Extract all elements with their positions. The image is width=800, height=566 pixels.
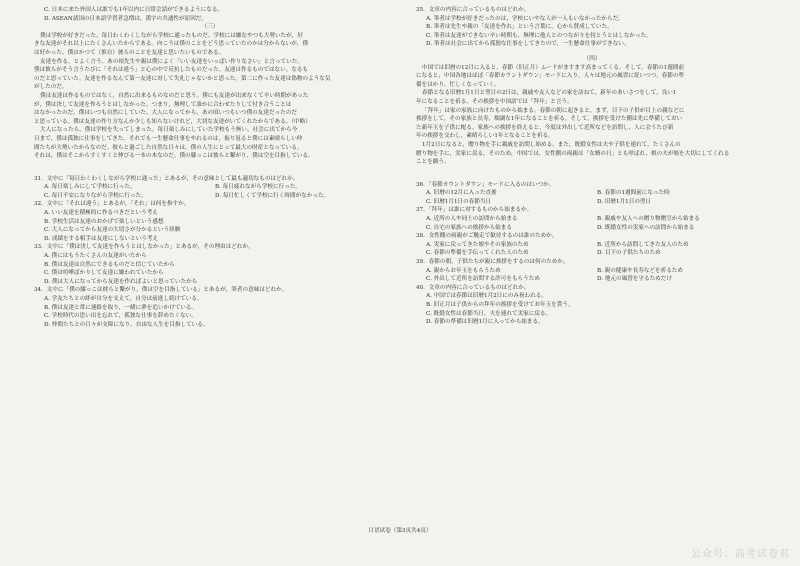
question-35 bbox=[416, 6, 768, 49]
option-c[interactable]: C. 大人になってから友達の大切さが分かるという経験 bbox=[44, 227, 181, 234]
passage-line: ことを願う。 bbox=[416, 159, 450, 166]
question-40 bbox=[416, 284, 768, 327]
passage-line: 備をはかり，忙しくなっていく。 bbox=[416, 81, 500, 88]
option-b[interactable]: B. 親の健康や長寿などを祈るため bbox=[597, 267, 683, 274]
option-a[interactable]: A. 旧暦の12月に入った直後 bbox=[426, 190, 497, 197]
passage bbox=[34, 32, 386, 161]
passage-line: それは，僕はそこからすくすくと伸びる一本の木なのだ。僕の膝っこは彼らと繋がり，僕は空を目指している。 bbox=[34, 153, 314, 160]
option-a[interactable]: A. 毎日楽しみにして学校に行った。 bbox=[44, 184, 136, 191]
passage-line: が，僕は決して友達を作ろうとはしなかった。つまり，無理して誰かに合わせたりして付き合うことは bbox=[34, 101, 292, 108]
option-d[interactable]: D. 仲間たちとの日々が支障になり，自由な人生を目指している。 bbox=[44, 321, 209, 328]
option-a[interactable]: A. 僕にはもうたくさんの友達がいたから bbox=[44, 253, 147, 260]
question-stem: 34．文中に「僕の膝っこは彼らと繋がり，僕は空を目指している」とあるが，筆者の意味はどれか。 bbox=[34, 287, 288, 294]
option-b[interactable]: B. 旧正月は子供からの拜年の挨拶を受けてお年玉を貰う。 bbox=[426, 302, 574, 308]
question-stem: 37．「拜年」は誰に対するものから始まるか。 bbox=[416, 207, 533, 214]
question-stem: 31．文中に「毎日わくわくしながら学校に通った」とあるが，その意味として最も適切なものはどれか。 bbox=[34, 175, 299, 182]
question-stem: 40．文章の内容に合っているものはどれか。 bbox=[416, 284, 530, 291]
passage-line: 1月2日になると，贈り物を手に親戚を訪問し始める。また，既婚女性は夫や子供を連れて，たくさんの bbox=[422, 141, 681, 148]
option-b[interactable]: B. 僕は友達と常に連絡を取り，一緒に夢を追いかけている。 bbox=[44, 304, 198, 311]
question-stem: 38．女性側の両親がご馳走で歓待するのは誰のためか。 bbox=[416, 233, 558, 240]
passage-line: 僕は学校が好きだった。毎日わくわくしながら学校に通ったものだ。学校には嫌なやつも大勢いたが，好 bbox=[40, 32, 303, 39]
question-36 bbox=[416, 181, 768, 207]
option-b[interactable]: B. 春節の1週間前になった時 bbox=[597, 190, 670, 197]
passage-line: 間たちが大勢いたからなのだ。彼らと過ごした自然な日々は，僕の人生にとって最大の財産となっている。 bbox=[34, 144, 303, 151]
passage-line: と思っている。僕は友達の作り方なんか少しも知らないけれど，大切な友達がいてくれたからである。（中略） bbox=[34, 118, 311, 125]
passage-line: になると，中国各地はほぼ「春節カウントダウン」モードに入り，人々は地元の風習に従いつつ，春節の準 bbox=[416, 73, 685, 80]
option-a[interactable]: A. いい友達を積極的に作るべきだという考え bbox=[44, 210, 158, 217]
option-a[interactable]: A. 実家に戻ってきた娘やその家族のため bbox=[426, 241, 529, 248]
passage-line: 贈り物を手に，実家に戻る。そのため，中国では，女性側の両親は「女婿の日」とも呼ばれ，娘の夫が娘を大切にしてくれる bbox=[416, 150, 730, 157]
option-c[interactable]: C. 自宅の家族への挨拶から始まる bbox=[426, 224, 512, 231]
option-d[interactable]: D. 目下の子供たちのため bbox=[597, 250, 661, 257]
passage-line: 僕は彼らがそう言うたびに「それは違う」と心の中で反抗したものだった。友達は作るものではない。なるも bbox=[34, 67, 309, 74]
option-b[interactable]: B. 学校生活は友達のおかげで楽しいという感想 bbox=[44, 218, 164, 225]
passage-line: 大人になったら，僕は学校を失ってしまった。毎日楽しみにしていた学校もう無い。社会に出てから今 bbox=[40, 127, 298, 134]
question-37 bbox=[416, 206, 768, 232]
passage-line: は好かった。僕はかつて（推自）彼らのことを友達と思いたいものである。 bbox=[34, 49, 225, 56]
question-stem: 33．文中に「僕は決して友達を作ろうとはしなかった」とあるが，その理由はどれか。 bbox=[34, 244, 254, 251]
option-a[interactable]: A. 親からお年玉をもらうため bbox=[426, 267, 501, 274]
passage-line: 年の挨拶を交わし，素晴らしい1年となることを祈る。 bbox=[416, 133, 554, 140]
option-d[interactable]: D. 毎日忙しくて学校に行く時間がなかった。 bbox=[215, 192, 330, 199]
option-c[interactable]: C. 旧暦1月1日の春節当日 bbox=[426, 198, 492, 205]
option-b[interactable]: B. 毎日疲れながら学校に行った。 bbox=[215, 184, 301, 191]
passage-line: 年になることを祈る。その挨拶を中国語では「拜年」と言う。 bbox=[416, 98, 573, 105]
option-d[interactable]: D. 僕は大人になってから友達を作ればよいと思っていたから bbox=[44, 278, 198, 285]
question-stem: 39．春節の朝，子供たちが親に挨拶をするのは何のためか。 bbox=[416, 259, 569, 266]
option-c[interactable]: C. 春節の準備を手伝ってくれた人のため bbox=[426, 250, 529, 257]
option-c[interactable]: C. 既婚女性は春節当日，夫を連れて実家に戻る。 bbox=[426, 310, 552, 317]
passage-line: 中国では旧暦の12月に入ると，春節（旧正月）ムードがますます高まってくる。そして，春節の1週間前 bbox=[422, 64, 685, 71]
option-b[interactable]: B. 親戚や友人への贈り物贈呈から始まる bbox=[597, 216, 700, 223]
question-stem: 36．「春節カウントダウン」モードに入るのはいつか。 bbox=[416, 181, 555, 188]
option: D. ASEAN諸国の日本語学習者急増は，漢字の共通性が原因だ。 bbox=[44, 15, 207, 22]
option-b[interactable]: B. 近所から訪問してきた友人のため bbox=[597, 241, 689, 248]
option-a[interactable]: A. 近所の人や同士の訪問から始まる bbox=[426, 216, 518, 223]
option-a[interactable]: A. 中国では春節は旧暦1月2日にのみ祝われる。 bbox=[426, 293, 547, 300]
option-b[interactable]: B. 筆者は先生や親の「友達を作れ」という言葉に，心から賛成していた。 bbox=[426, 24, 613, 31]
question-stem: 35．文章の内容に合っているものはどれか。 bbox=[416, 7, 530, 13]
option-c[interactable]: C. 毎日不安になりながら学校に行った。 bbox=[44, 192, 147, 199]
passage-line: 「拜年」は家の家族に向けたものから始まる。春節の朝に起きると，まず，目下の子供が目上の親などに bbox=[422, 107, 685, 114]
option-c[interactable]: C. 学校時代の思い出を忘れて，孤独な仕事を辞めたくない。 bbox=[44, 313, 197, 320]
question-38 bbox=[416, 232, 768, 258]
left-column bbox=[34, 6, 386, 329]
question-stem: 32．文中に「それは違う」とあるが，「それ」は何を指すか。 bbox=[34, 201, 190, 208]
passage-line: 友達を作る，とよく言う。あの頃先生や親は僕によく「いい友達をいっぱい作りなさい」と言っていた。 bbox=[40, 58, 303, 65]
section-heading: （四） bbox=[583, 55, 601, 62]
page-footer: 日语试卷（第3页共4页） bbox=[368, 528, 432, 534]
passage-line: きな友達がそれ以上にたくさんいたからである。向こうは僕のことをどう思っていたのかは分からないが，僕 bbox=[34, 41, 309, 48]
option-b[interactable]: B. 僕は友達は自然にできるものだと信じていたから bbox=[44, 261, 175, 268]
question-32 bbox=[34, 200, 386, 243]
question-31 bbox=[34, 175, 386, 201]
section-heading: （三） bbox=[201, 24, 219, 31]
option-c[interactable]: C. 筆者は友達ができない辛い時期も，無理に他人とのつながりを持とうとはしなかった。 bbox=[426, 32, 652, 39]
option-d[interactable]: D. 春節の準備は旧暦1月に入ってから始まる。 bbox=[426, 319, 544, 326]
passage-line: た新年玉を子供に配る。家族への挨拶を終えると，今度は外出して近所などを訪問し，人に会うたび新 bbox=[416, 124, 674, 131]
passage bbox=[416, 64, 768, 167]
passage-line: がしたのだ。 bbox=[34, 84, 68, 91]
passage-line: はなかったのだ。僕はいつも自然にしていた。大人になってから，あの頃いつもいつ僕の友達だったのだ bbox=[34, 110, 297, 117]
option-a[interactable]: A. 筆者は学校が好きだったのは，学校にいやな人が一人もいなかったからだ。 bbox=[426, 15, 624, 22]
question-34 bbox=[34, 286, 386, 329]
question-39 bbox=[416, 258, 768, 284]
watermark: 公众号：高考试卷君 bbox=[691, 549, 790, 560]
option-a[interactable]: A. 学友たちとの絆が自分を支えて，自分は前進し続けている。 bbox=[44, 296, 203, 302]
passage-line: 僕は友達は作るものではなく，自然に出来るものなのだと思う。僕にも友達が出来なくて辛い時期があった bbox=[40, 92, 309, 99]
option-d[interactable]: D. 地元の風習を守るためだけ bbox=[597, 276, 672, 283]
passage-line: 挨拶をして，その家族と長寿，順調な1年になることを祈る。そして，挨拶を受けた側は先に準備しておい bbox=[416, 116, 683, 123]
question-33 bbox=[34, 243, 386, 286]
option-c[interactable]: C. 僕は喧嘩ばかりして友達に嫌われていたから bbox=[44, 270, 164, 277]
passage-line: 春節となる旧暦1月1日と翌日の2日は，親戚や友人などの家を訪ねて，新年のあいさつをして，良い1 bbox=[422, 90, 677, 97]
passage-line: のだと思っていた。友達を作るなんて第一友達に対して失礼じゃないかと思った。第二に作った友達は偽物のような気 bbox=[34, 75, 331, 82]
option: C. 日本に来た外国人は誰でも1年以内に日常会話ができるようになる。 bbox=[44, 7, 224, 13]
option-d[interactable]: D. 旧暦1月1日の翌日 bbox=[597, 198, 652, 205]
option-d[interactable]: D. 既婚女性の実家への訪問から始まる bbox=[597, 224, 695, 231]
passage-line: 日まで，僕は孤独に仕事をしてきた。それでも一生懸命仕事をやれるのは，振り返ると僕には素晴らしい仲 bbox=[34, 135, 303, 142]
option-c[interactable]: C. 外出して近所を訪問する許可をもらうため bbox=[426, 276, 540, 283]
option-d[interactable]: D. 筆者は社会に出てから孤独な仕事をしてきたので，一生懸命仕事ができない。 bbox=[426, 41, 630, 48]
right-column bbox=[416, 6, 768, 327]
option-d[interactable]: D. 成績をする相手は友達にしないという考え bbox=[44, 235, 159, 242]
